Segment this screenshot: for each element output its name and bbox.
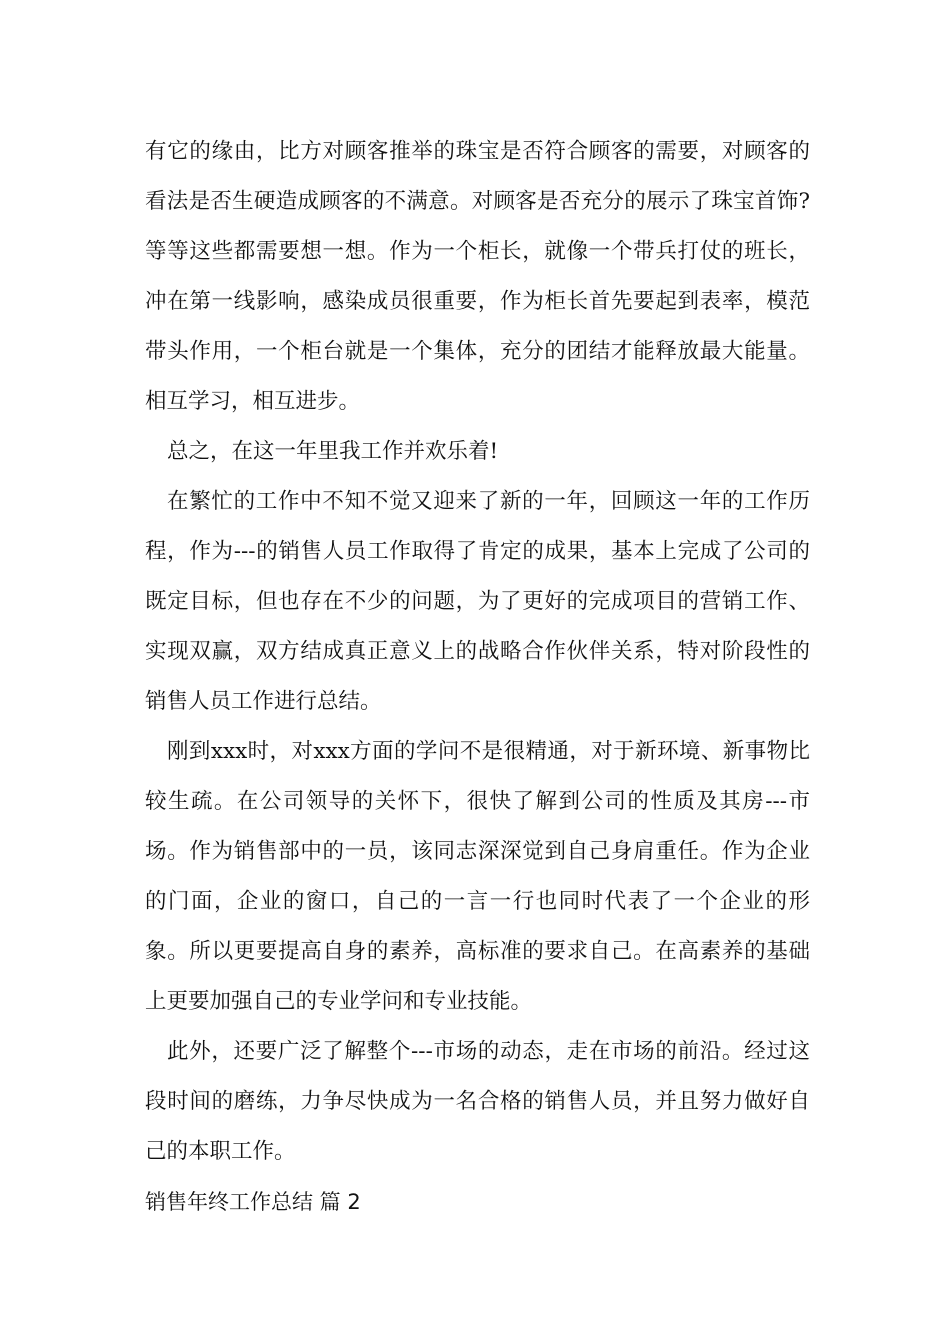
section-heading: 销售年终工作总结 篇 2 [145, 1190, 361, 1214]
document-body [145, 127, 810, 1227]
paragraph-3: 在繁忙的工作中不知不觉又迎来了新的一年，回顾这一年的工作历程，作为---的销售人员工作取得了肯定的成果，基本上完成了公司的既定目标，但也存在不少的问题，为了更好的完成项目的营销工作、实现双赢，双方结成真正意义上的战略合作伙伴关系，特对阶段性的销售人员工作进行总结。 [145, 489, 810, 714]
paragraph-5: 此外，还要广泛了解整个---市场的动态，走在市场的前沿。经过这段时间的磨练，力争尽快成为一名合格的销售人员，并且努力做好自己的本职工作。 [145, 1039, 810, 1164]
paragraph-1: 有它的缘由，比方对顾客推举的珠宝是否符合顾客的需要，对顾客的看法是否生硬造成顾客的不满意。对顾客是否充分的展示了珠宝首饰?等等这些都需要想一想。作为一个柜长，就像一个带兵打仗的班长，冲在第一线影响，感染成员很重要，作为柜长首先要起到表率，模范带头作用，一个柜台就是一个集体，充分的团结才能释放最大能量。相互学习，相互进步。 [145, 139, 810, 414]
paragraph-2: 总之，在这一年里我工作并欢乐着! [167, 439, 499, 464]
paragraph-4: 刚到xxx时，对xxx方面的学问不是很精通，对于新环境、新事物比较生疏。在公司领导的关怀下，很快了解到公司的性质及其房---市场。作为销售部中的一员，该同志深深觉到自己身肩重任。作为企业的门面，企业的窗口，自己的一言一行也同时代表了一个企业的形象。所以更要提高自身的素养，高标准的要求自己。在高素养的基础上更要加强自己的专业学问和专业技能。 [145, 739, 810, 1014]
